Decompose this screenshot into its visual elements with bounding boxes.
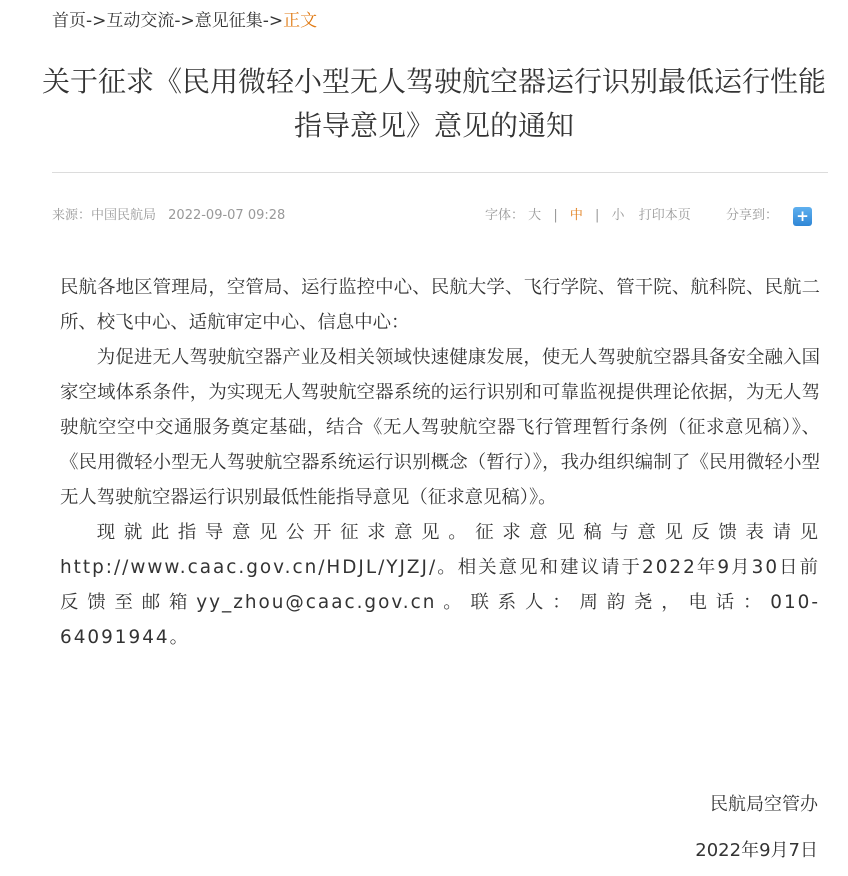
article-paragraph-purpose: 为促进无人驾驶航空器产业及相关领域快速健康发展，使无人驾驶航空器具备安全融入国家空域体系条件，为实现无人驾驶航空器系统的运行识别和可靠监视提供理论依据，为无人驾驶航空空中交通服务奠定基础，结合《无人驾驶航空器飞行管理暂行条例（征求意见稿）》、《民用微轻小型无人驾驶航空器系统运行识别概念（暂行）》，我办组织编制了《民用微轻小型无人驾驶航空器运行识别最低性能指导意见（征求意见稿）》。: [60, 347, 820, 508]
breadcrumb-interaction[interactable]: 互动交流: [106, 11, 175, 31]
breadcrumb-current: 正文: [283, 11, 318, 31]
font-size-small[interactable]: 小: [611, 208, 625, 223]
font-size-large[interactable]: 大: [528, 208, 542, 223]
tool-separator: |: [595, 208, 600, 223]
breadcrumb-home[interactable]: 首页: [52, 11, 86, 31]
article-paragraph-addressees: 民航各地区管理局，空管局、运行监控中心、民航大学、飞行学院、管干院、航科院、民航二所、校飞中心、适航审定中心、信息中心：: [60, 277, 820, 333]
breadcrumb-separator: ->: [86, 11, 107, 31]
article-title: 关于征求《民用微轻小型无人驾驶航空器运行识别最低运行性能指导意见》意见的通知: [41, 65, 826, 142]
article-body: [60, 270, 820, 655]
breadcrumb-separator: ->: [174, 11, 195, 31]
article-meta: [52, 207, 293, 225]
font-size-label: 字体：: [485, 208, 525, 223]
signature-date: 2022年9月7日: [695, 840, 818, 861]
breadcrumb-feedback-collection[interactable]: 意见征集: [194, 11, 263, 31]
article-paragraph-notice: 现就此指导意见公开征求意见。征求意见稿与意见反馈表请见http://www.caac.gov.cn/HDJL/YJZJ/。相关意见和建议请于2022年9月30日前反馈至邮箱yy_zhou@caac.gov.cn。联系人：周韵尧，电话：010-64091944。: [60, 522, 820, 648]
print-page-link[interactable]: 打印本页: [638, 208, 691, 223]
font-size-medium[interactable]: 中: [569, 208, 583, 223]
share-plus-icon[interactable]: +: [793, 207, 812, 226]
signature-org: 民航局空管办: [710, 794, 818, 815]
share-label: 分享到：: [726, 208, 779, 223]
tool-separator: |: [553, 208, 558, 223]
breadcrumb: [52, 9, 317, 33]
title-divider: [52, 172, 828, 173]
article-datetime: 2022-09-07 09:28: [168, 208, 286, 223]
breadcrumb-separator: ->: [262, 11, 284, 31]
article-source: 来源：中国民航局: [52, 208, 157, 223]
article-tools: [485, 207, 691, 225]
